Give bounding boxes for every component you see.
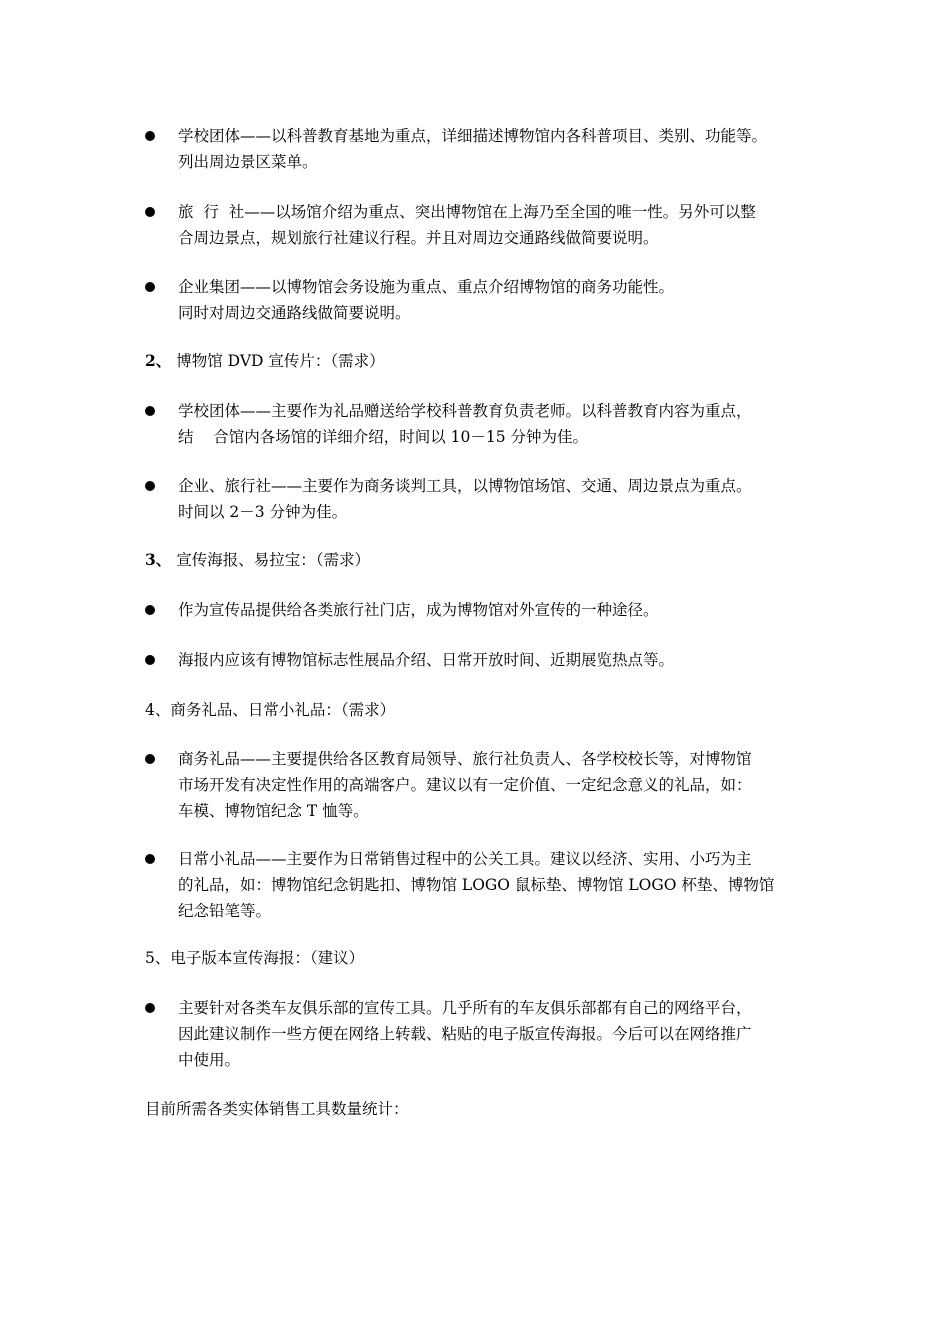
text-line: 车模、博物馆纪念 T 恤等。 xyxy=(178,802,369,820)
text-line: 的礼品，如：博物馆纪念钥匙扣、博物馆 LOGO 鼠标垫、博物馆 LOGO 杯垫、博物馆 xyxy=(178,876,775,894)
section-title: 博物馆 DVD 宣传片：（需求） xyxy=(176,352,385,370)
bullet-icon xyxy=(145,131,155,141)
text-line: 时间以 2－3 分钟为佳。 xyxy=(178,503,348,521)
text-line: 中使用。 xyxy=(178,1051,241,1069)
bullet-icon xyxy=(145,282,155,292)
section-number: 3、 xyxy=(145,550,172,569)
text-line: 作为宣传品提供给各类旅行社门店，成为博物馆对外宣传的一种途径。 xyxy=(178,601,659,619)
footer-statement: 目前所需各类实体销售工具数量统计： xyxy=(145,1100,409,1118)
text-line: 企业、旅行社——主要作为商务谈判工具，以博物馆场馆、交通、周边景点为重点。 xyxy=(178,477,752,495)
section-number: 2、 xyxy=(145,351,172,370)
section-heading-gifts: 4、商务礼品、日常小礼品：（需求） xyxy=(145,701,396,719)
section-heading-dvd xyxy=(145,348,385,374)
section-heading-e-poster: 5、电子版本宣传海报：（建议） xyxy=(145,949,365,967)
text-line: 海报内应该有博物馆标志性展品介绍、日常开放时间、近期展览热点等。 xyxy=(178,651,675,669)
text-line: 旅 行 社——以场馆介绍为重点、突出博物馆在上海乃至全国的唯一性。另外可以整 xyxy=(178,203,756,221)
text-line: 结 合馆内各场馆的详细介绍，时间以 10－15 分钟为佳。 xyxy=(178,428,589,446)
section-heading-posters xyxy=(145,547,370,573)
text-line: 企业集团——以博物馆会务设施为重点、重点介绍博物馆的商务功能性。 xyxy=(178,278,675,296)
bullet-icon xyxy=(145,655,155,665)
bullet-icon xyxy=(145,854,155,864)
text-line: 同时对周边交通路线做简要说明。 xyxy=(178,304,411,322)
bullet-icon xyxy=(145,754,155,764)
text-line: 合周边景点，规划旅行社建议行程。并且对周边交通路线做简要说明。 xyxy=(178,229,659,247)
text-line: 主要针对各类车友俱乐部的宣传工具。几乎所有的车友俱乐部都有自己的网络平台， xyxy=(178,999,752,1017)
bullet-icon xyxy=(145,1003,155,1013)
bullet-icon xyxy=(145,406,155,416)
text-line: 商务礼品——主要提供给各区教育局领导、旅行社负责人、各学校校长等，对博物馆 xyxy=(178,750,752,768)
text-line: 列出周边景区菜单。 xyxy=(178,153,318,171)
bullet-icon xyxy=(145,605,155,615)
text-line: 市场开发有决定性作用的高端客户。建议以有一定价值、一定纪念意义的礼品，如： xyxy=(178,776,752,794)
text-line: 因此建议制作一些方便在网络上转载、粘贴的电子版宣传海报。今后可以在网络推广 xyxy=(178,1025,752,1043)
text-line: 日常小礼品——主要作为日常销售过程中的公关工具。建议以经济、实用、小巧为主 xyxy=(178,850,752,868)
text-line: 纪念铅笔等。 xyxy=(178,902,272,920)
section-title: 宣传海报、易拉宝：（需求） xyxy=(176,551,370,569)
text-line: 学校团体——以科普教育基地为重点，详细描述博物馆内各科普项目、类别、功能等。 xyxy=(178,127,768,145)
bullet-icon xyxy=(145,481,155,491)
bullet-icon xyxy=(145,207,155,217)
text-line: 学校团体——主要作为礼品赠送给学校科普教育负责老师。以科普教育内容为重点， xyxy=(178,402,752,420)
